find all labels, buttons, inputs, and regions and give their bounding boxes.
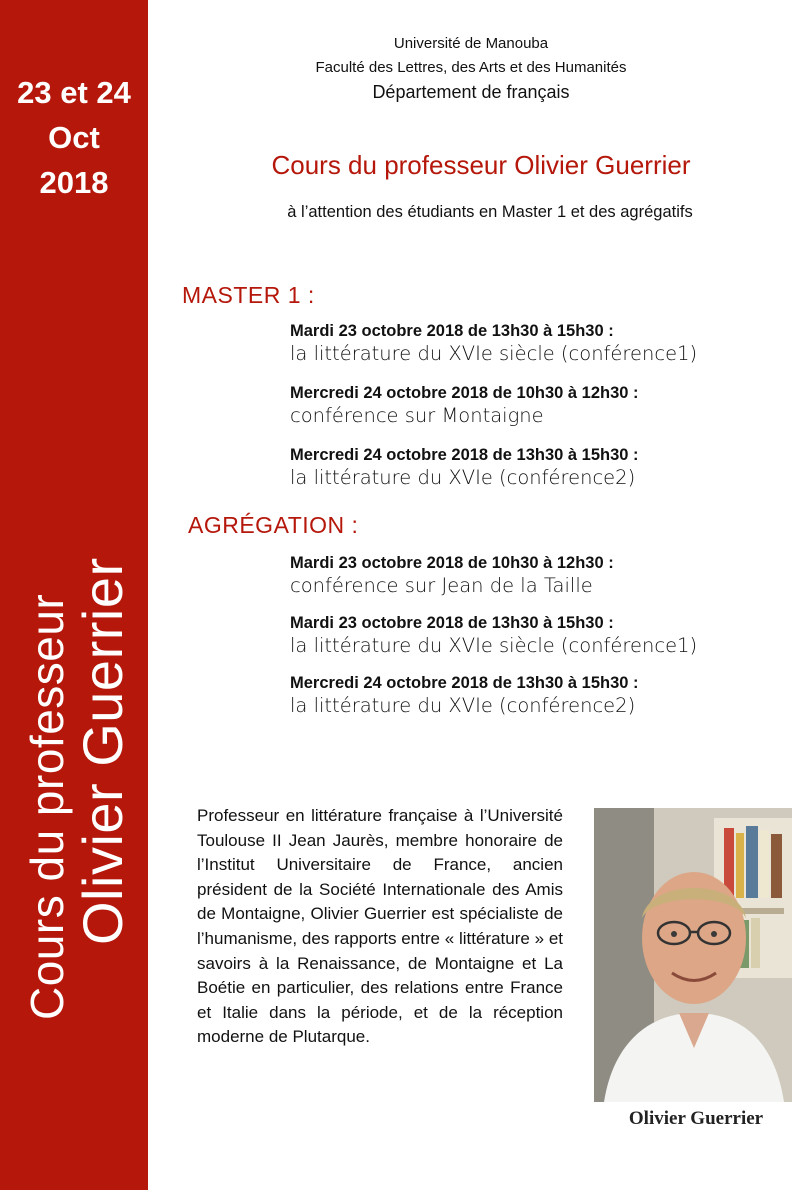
professor-bio: Professeur en littérature française à l’Université Toulouse II Jean Jaurès, membre honoraire de l’Institut Universitaire de France, ancien président de la Société Internationale des Amis de Montaigne, Olivier Guerrier est spécialiste de l’humanisme, des rapports entre « littérature » et savoirs à la Renaissance, de Montaigne et La Boétie en particulier, des relations entre France et Italie dans la période, et de la réception moderne de Plutarque. xyxy=(197,806,563,1047)
agregation-entry-2 xyxy=(290,612,770,658)
entry-what: la littérature du XVIe (conférence2) xyxy=(290,466,636,489)
event-date xyxy=(0,70,148,205)
entry-when: Mercredi 24 octobre 2018 de 13h30 à 15h30 : xyxy=(290,446,639,464)
entry-what: conférence sur Jean de la Taille xyxy=(290,574,593,597)
master-entry-3 xyxy=(290,444,770,490)
course-subtitle: à l’attention des étudiants en Master 1 et des agrégatifs xyxy=(287,203,693,221)
entry-what: la littérature du XVIe siècle (conférence1) xyxy=(290,342,698,365)
vertical-title xyxy=(0,260,150,1020)
vertical-title-line1: Cours du professeur xyxy=(21,593,73,1020)
master-entry-2 xyxy=(290,382,770,428)
date-line-month: Oct xyxy=(48,120,100,155)
entry-when: Mercredi 24 octobre 2018 de 13h30 à 15h30 : xyxy=(290,674,639,692)
entry-what: la littérature du XVIe (conférence2) xyxy=(290,694,636,717)
red-sidebar xyxy=(0,0,148,1190)
university-name: Université de Manouba xyxy=(393,35,549,52)
date-line-year: 2018 xyxy=(39,165,109,200)
institution-header xyxy=(150,32,792,104)
entry-when: Mardi 23 octobre 2018 de 13h30 à 15h30 : xyxy=(290,614,614,632)
department-name: Département de français xyxy=(372,82,570,102)
entry-what: conférence sur Montaigne xyxy=(290,404,544,427)
master-entry-1 xyxy=(290,320,770,366)
agregation-entry-3 xyxy=(290,672,770,718)
master-heading: MASTER 1 : xyxy=(182,282,315,308)
agregation-heading: AGRÉGATION : xyxy=(188,512,359,538)
vertical-title-line2: Olivier Guerrier xyxy=(71,557,134,945)
agregation-entry-1 xyxy=(290,552,770,598)
photo-caption: Olivier Guerrier xyxy=(628,1108,764,1129)
professor-photo xyxy=(594,808,792,1102)
entry-when: Mardi 23 octobre 2018 de 13h30 à 15h30 : xyxy=(290,322,614,340)
course-title: Cours du professeur Olivier Guerrier xyxy=(271,150,691,180)
entry-when: Mercredi 24 octobre 2018 de 10h30 à 12h30 : xyxy=(290,384,639,402)
faculty-name: Faculté des Lettres, des Arts et des Humanités xyxy=(315,59,627,76)
portrait-illustration xyxy=(594,808,792,1102)
entry-when: Mardi 23 octobre 2018 de 10h30 à 12h30 : xyxy=(290,554,614,572)
entry-what: la littérature du XVIe siècle (conférence1) xyxy=(290,634,698,657)
date-line-days: 23 et 24 xyxy=(17,75,131,110)
